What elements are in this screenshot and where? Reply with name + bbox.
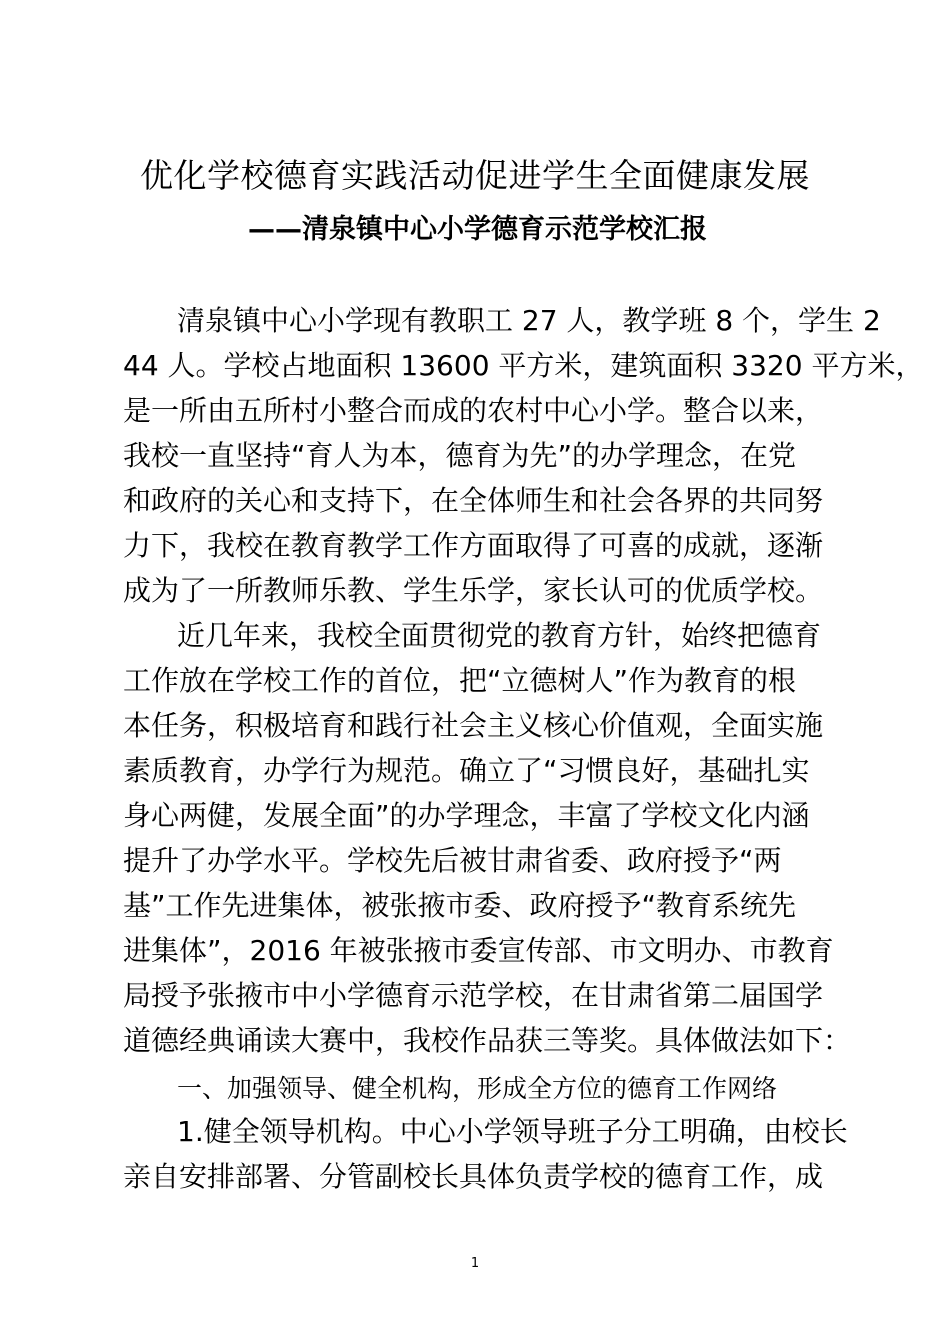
paragraph-1-line: 清泉镇中心小学现有教职工 27 人，教学班 8 个，学生 2: [177, 304, 881, 337]
paragraph-1-line: 是一所由五所村小整合而成的农村中心小学。整合以来，: [123, 394, 824, 427]
paragraph-2-line: 局授予张掖市中小学德育示范学校，在甘肃省第二届国学: [123, 979, 824, 1012]
paragraph-2-line: 提升了办学水平。学校先后被甘肃省委、政府授予“两: [123, 844, 782, 877]
paragraph-1-line: 和政府的关心和支持下，在全体师生和社会各界的共同努: [123, 484, 824, 517]
paragraph-1-line: 44 人。学校占地面积 13600 平方米，建筑面积 3320 平方米，: [123, 349, 924, 382]
section-1-heading: 一、加强领导、健全机构，形成全方位的德育工作网络: [177, 1074, 778, 1103]
paragraph-2-line: 工作放在学校工作的首位，把“立德树人”作为教育的根: [123, 664, 797, 697]
paragraph-2-line: 进集体”，2016 年被张掖市委宣传部、市文明办、市教育: [123, 934, 834, 967]
paragraph-1-line: 我校一直坚持“育人为本，德育为先”的办学理念，在党: [123, 439, 797, 472]
page-number: 1: [470, 1256, 480, 1271]
paragraph-2-line: 本任务，积极培育和践行社会主义核心价值观，全面实施: [123, 709, 824, 742]
paragraph-3-line: 1.健全领导机构。中心小学领导班子分工明确，由校长: [177, 1115, 848, 1148]
paragraph-2-line: 素质教育，办学行为规范。确立了“习惯良好，基础扎实: [123, 754, 810, 787]
document-title: 优化学校德育实践活动促进学生全面健康发展: [140, 156, 810, 195]
paragraph-1-line: 力下，我校在教育教学工作方面取得了可喜的成就，逐渐: [123, 529, 824, 562]
paragraph-2-line: 道德经典诵读大赛中，我校作品获三等奖。具体做法如下：: [123, 1024, 852, 1057]
paragraph-3-line: 亲自安排部署、分管副校长具体负责学校的德育工作，成: [123, 1160, 824, 1193]
paragraph-2-line: 基”工作先进集体，被张掖市委、政府授予“教育系统先: [123, 889, 797, 922]
paragraph-1-line: 成为了一所教师乐教、学生乐学，家长认可的优质学校。: [123, 574, 824, 607]
document-subtitle: ——清泉镇中心小学德育示范学校汇报: [248, 214, 707, 245]
paragraph-2-line: 近几年来，我校全面贯彻党的教育方针，始终把德育: [177, 619, 822, 652]
paragraph-2-line: 身心两健，发展全面”的办学理念，丰富了学校文化内涵: [123, 799, 810, 832]
